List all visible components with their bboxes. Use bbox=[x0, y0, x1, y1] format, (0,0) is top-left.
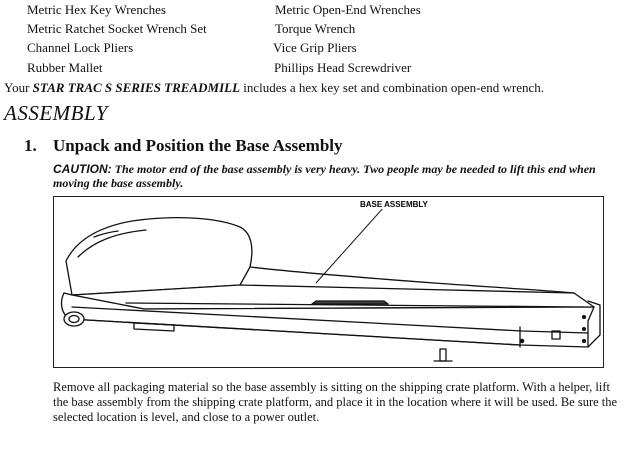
intro-paragraph bbox=[4, 80, 544, 95]
tool-item: Metric Hex Key Wrenches bbox=[27, 2, 166, 17]
callout-label: BASE ASSEMBLY bbox=[360, 200, 428, 209]
instruction-paragraph: Remove all packaging material so the base assembly is sitting on the shipping crate platform. With a helper, lift the base assembly from the shipping crate platform, and place it in the location where it will be used. Be sure the selected location is level, and close to a power outlet. bbox=[53, 380, 618, 424]
section-title: ASSEMBLY bbox=[4, 101, 108, 125]
tool-item: Metric Open-End Wrenches bbox=[275, 2, 421, 17]
intro-prefix: Your bbox=[4, 80, 33, 95]
base-assembly-figure bbox=[53, 196, 604, 368]
caution-note bbox=[53, 162, 618, 190]
step-heading bbox=[24, 136, 343, 156]
step-title: Unpack and Position the Base Assembly bbox=[53, 136, 343, 155]
tool-item: Vice Grip Pliers bbox=[273, 40, 357, 55]
caution-label: CAUTION: bbox=[53, 162, 112, 176]
tool-item: Torque Wrench bbox=[275, 21, 356, 36]
intro-suffix: includes a hex key set and combination open-end wrench. bbox=[240, 80, 544, 95]
product-name: STAR TRAC S SERIES TREADMILL bbox=[32, 80, 241, 95]
tool-item: Metric Ratchet Socket Wrench Set bbox=[27, 21, 207, 36]
step-number: 1. bbox=[24, 136, 37, 155]
treadmill-base-illustration bbox=[54, 197, 603, 367]
tool-item: Rubber Mallet bbox=[27, 60, 103, 75]
callout-leader-line bbox=[316, 207, 384, 283]
tool-item: Phillips Head Screwdriver bbox=[274, 60, 412, 75]
tool-item: Channel Lock Pliers bbox=[27, 40, 134, 55]
caution-text: The motor end of the base assembly is very heavy. Two people may be needed to lift this end when moving the base assembly. bbox=[53, 162, 596, 190]
